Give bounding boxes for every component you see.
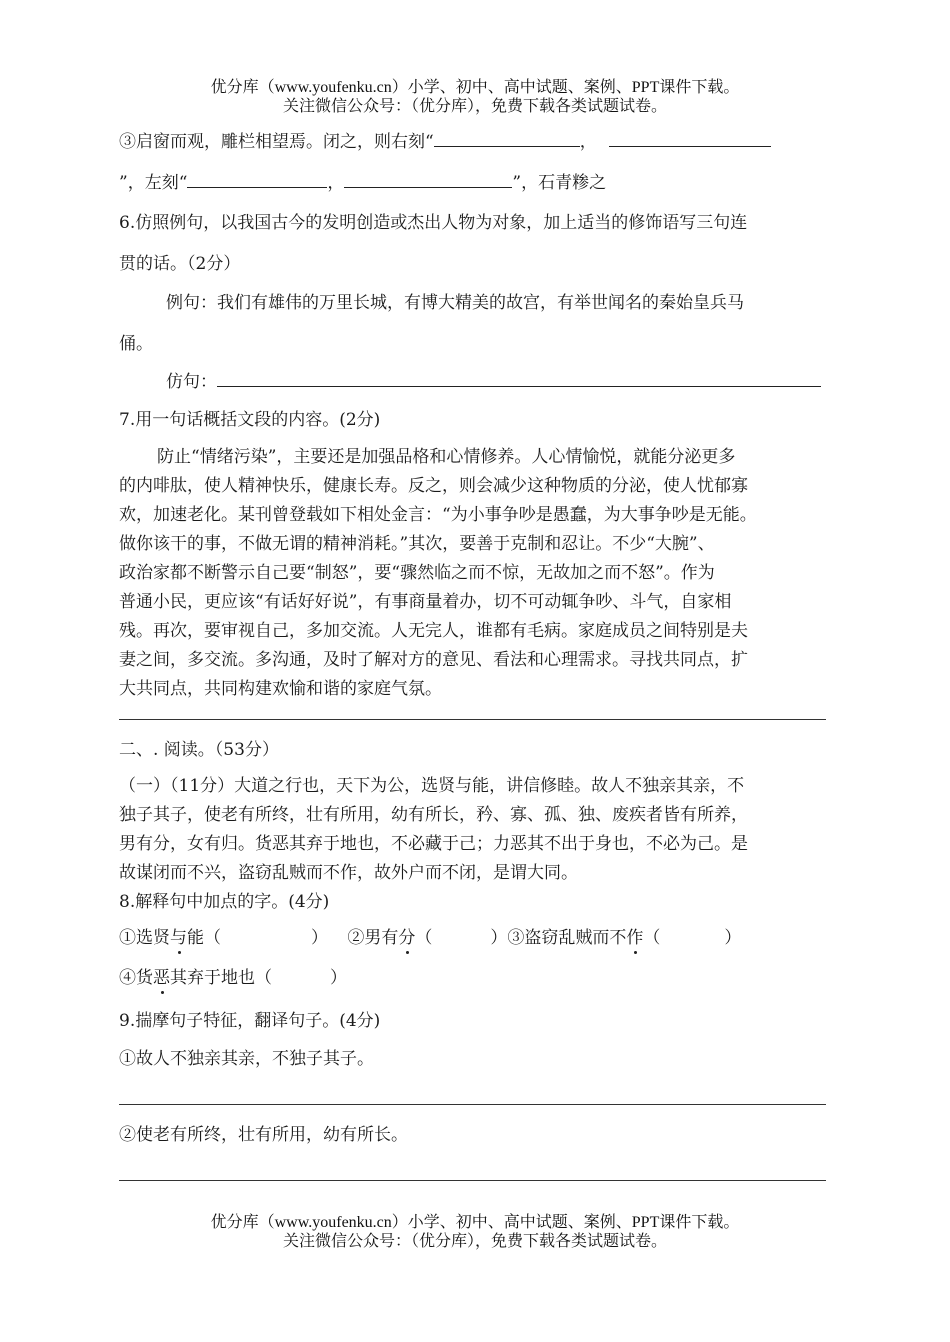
footer-line-1: 优分库（www.youfenku.cn）小学、初中、高中试题、案例、PPT课件下载。 [210,1214,740,1231]
answer-blank[interactable] [434,132,580,147]
passage-line: 欢，加速老化。某刊曾登载如下相处金言：“为小事争吵是愚蠢，为大事争吵是无能。 [119,505,757,525]
q9-item-2: ②使老有所终，壮有所用，幼有所长。 [119,1125,408,1145]
q6-imitate [166,370,821,393]
q5-text: ③启窗而观，雕栏相望焉。闭之，则右刻“ [119,132,434,152]
q5-quote-close: ”，左刻“ [119,173,188,193]
q6-title-cont: 贯的话。（2分） [119,254,241,274]
passage-line: 故谋闭而不兴，盗窃乱贼而不作，故外户而不闭，是谓大同。 [119,863,578,883]
section2-passage [119,772,834,888]
passage-line: 残。再次，要审视自己，多加交流。人无完人，谁都有毛病。家庭成员之间特别是夫 [119,621,748,641]
q7-title: 7.用一句话概括文段的内容。(2分) [119,410,381,430]
passage-line: 独子其子，使老有所终，壮有所用，幼有所长，矜、寡、孤、独、废疾者皆有所养， [119,805,748,825]
footer-line-2: 关注微信公众号：（优分库），免费下载各类试题试卷。 [282,1233,667,1250]
passage-line: 男有分，女有归。货恶其弃于地也，不必藏于己；力恶其不出于身也，不必为己。是 [119,834,748,854]
q8-item-1: ①选贤与能（ ） [119,928,328,948]
q6-imitate-label: 仿句： [166,372,217,392]
answer-blank[interactable] [609,132,771,147]
q8-title: 8.解释句中加点的字。(4分) [119,892,330,912]
q5-comma: ， [327,173,345,193]
passage-line: 防止“情绪污染”，主要还是加强品格和心情修养。人心情愉悦，就能分泌更多 [157,447,736,467]
header-line-1: 优分库（www.youfenku.cn）小学、初中、高中试题、案例、PPT课件下载。 [210,79,740,96]
header-line-2: 关注微信公众号：（优分库），免费下载各类试题试卷。 [282,98,667,115]
q5-end: ”，石青糁之 [512,173,607,193]
q5-comma: ， [579,132,597,152]
q8-row-1 [119,927,741,949]
passage-line: 做你该干的事，不做无谓的精神消耗。”其次，要善于克制和忍让。不少“大腕”、 [119,534,715,554]
answer-line[interactable] [119,1180,826,1181]
passage-line: 普通小民，更应该“有话好好说”，有事商量着办，切不可动辄争吵、斗气，自家相 [119,592,732,612]
q8-item-2: ②男有分（ ） [347,928,508,948]
q7-passage [119,443,834,704]
q6-example-cont: 俑。 [119,334,153,354]
q8-item-3: ③盗窃乱贼而不作（ ） [507,928,742,948]
answer-line[interactable] [217,370,821,387]
answer-blank[interactable] [187,173,327,188]
q6-example: 例句：我们有雄伟的万里长城，有博大精美的故宫，有举世闻名的秦始皇兵马 [166,293,744,313]
q8-row-2 [119,967,347,989]
section2-title: 二、. 阅读。（53分） [119,740,279,760]
passage-line: 大共同点，共同构建欢愉和谐的家庭气氛。 [119,679,442,699]
answer-line[interactable] [119,719,826,720]
q8-item-4: ④货恶其弃于地也（ ） [119,968,347,988]
passage-line: （一）（11分）大道之行也，天下为公，选贤与能，讲信修睦。故人不独亲其亲，不 [119,776,745,796]
q9-item-1: ①故人不独亲其亲，不独子其子。 [119,1049,374,1069]
q5-line-2 [119,172,606,194]
passage-line: 的内啡肽，使人精神快乐，健康长寿。反之，则会减少这种物质的分泌，使人忧郁寡 [119,476,748,496]
q5-line-1 [119,131,771,153]
answer-blank[interactable] [344,173,512,188]
answer-line[interactable] [119,1104,826,1105]
passage-line: 妻之间，多交流。多沟通，及时了解对方的意见、看法和心理需求。寻找共同点，扩 [119,650,748,670]
q9-title: 9.揣摩句子特征，翻译句子。(4分) [119,1011,381,1031]
q6-title: 6.仿照例句，以我国古今的发明创造或杰出人物为对象，加上适当的修饰语写三句连 [119,213,748,233]
passage-line: 政治家都不断警示自己要“制怒”，要“骤然临之而不惊，无故加之而不怒”。作为 [119,563,715,583]
